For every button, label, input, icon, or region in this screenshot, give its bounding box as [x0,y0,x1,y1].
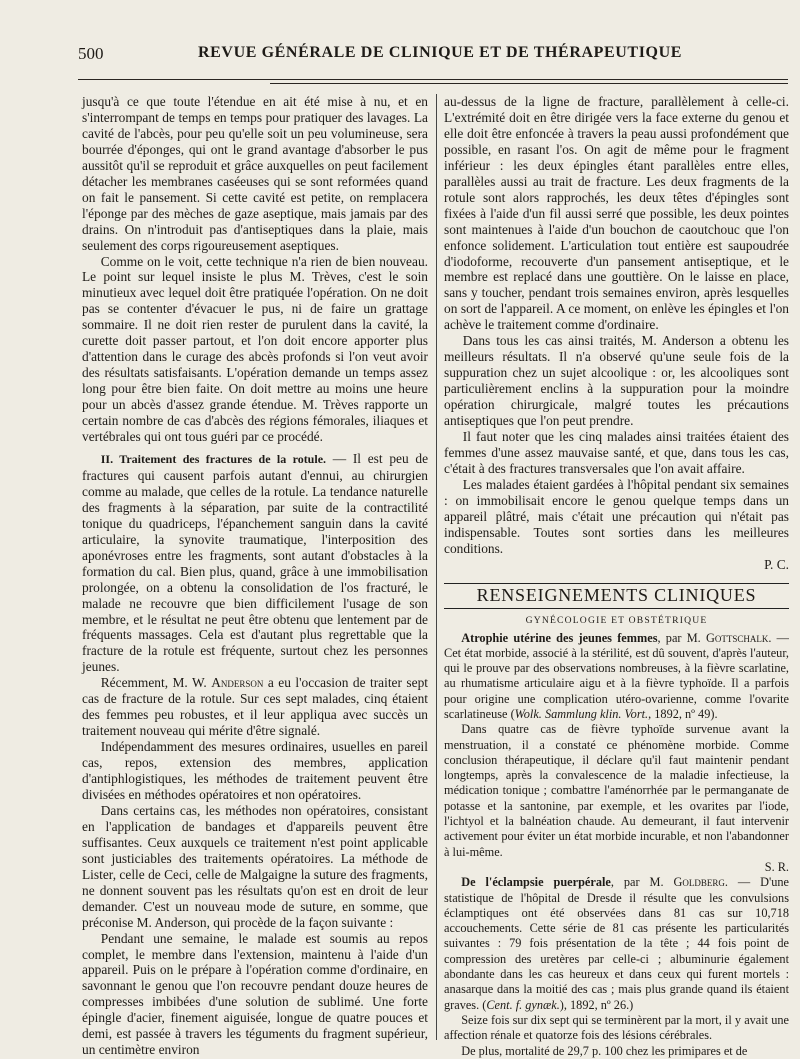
paragraph: Dans quatre cas de fièvre typhoïde survenue avant la menstruation, il a constaté ce phénomène morbide. Comme conclusion thérapeutique, il déclare qu'il faut maintenir pendant longtemps, après la convalescence de la maladie infectieuse, la médication tonique ; combattre l'aménorrhée par le permanganate de potasse et la santonine, par exemple, et les ovarites par l'iode, l'ichtyol et la balnéation chaude. Au demeurant, il faut intervenir activement pour éviter un état morbide incurable, et non l'abandonner à lui-même. [444,722,789,859]
article [444,631,789,723]
paragraph: De plus, mortalité de 29,7 p. 100 chez les primipares et de [461,1043,748,1058]
running-title: REVUE GÉNÉRALE DE CLINIQUE ET DE THÉRAPEUTIQUE [198,44,682,61]
paragraph [82,451,428,675]
paragraph: au-dessus de la ligne de fracture, parallèlement à celle-ci. L'extrémité doit en être dirigée vers la face externe du genou et elle doit être enfoncée à travers la peau aussi profondément que possible, en rasant l'os. On agit de même pour le fragment inférieur : les deux épingles étant parallèles entre elles, parallèles aussi au trait de fracture. Les deux fragments de la rotule sont alors rapprochés, les deux têtes d'épingles sont fixées à l'aide d'un fil aussi serré que possible, les deux pointes sont maintenues à l'aide d'un bouchon de caoutchouc que l'on enfonce solidement. L'articulation tout entière est saupoudrée d'iodoforme, recouverte d'un pansement antiseptique, et le membre est replacé dans une gouttière. On le laisse en place, sans y toucher, pendant trois semaines environ, après lesquelles on sort de l'appareil. A ce moment, on enlève les épingles et l'on achève le traitement comme d'ordinaire. [444,94,789,333]
article-reference: Cent. f. gynæk. [486,997,560,1012]
article-title: De l'éclampsie puerpérale [461,875,611,890]
paragraph: Dans tous les cas ainsi traités, M. Anderson a obtenu les meilleurs résultats. Il n'a observé qu'une seule fois de la suppuration chez un sujet alcoolique : or, les alcooliques sont particulièrement enclins à la suppuration pour la moindre opération chirurgicale, malgré toutes les précautions antiseptiques que l'on peut prendre. [444,333,789,429]
paragraph: Pendant une semaine, le malade est soumis au repos complet, le membre dans l'extension, maintenu à l'aide d'un appareil. Puis on le prépare à l'opération comme d'ordinaire, en savonnant le genou que l'on recouvre pendant douze heures de compresses imbibées d'une solution de sublimé. Une forte épingle d'acier, finement aiguisée, longue de quatre pouces et demi, est passée à travers les téguments du fragment supérieur, un centimètre environ [82,930,428,1058]
section-subtitle: GYNÉCOLOGIE ET OBSTÉTRIQUE [525,614,708,626]
article-author: Gottschalk [705,630,769,645]
signature: S. R. [764,859,789,874]
article-text: . — D'une statistique de l'hôpital de Dresde il résulte que les convulsions éclamptiques ont été observées dans 81 cas sur 10,718 accouchements. Cette série de 81 cas présente les particularités suivantes : 79 fois présentation de la tête ; 44 fois point de compression des uretères par celle-ci ; albuminurie également abondante dans les cas heureux et dans ceux qui furent mortels : anasarque dans la moitié des cas ; mais plus grande quand ils étaient graves. ( [444,875,789,1012]
paragraph: Indépendamment des mesures ordinaires, usuelles en pareil cas, repos, extension des membres, application d'antiphlogistiques, les méthodes de traitement peuvent être divisées en méthodes opératoires et non opératoires. [82,739,428,802]
article-author: Goldberg [673,875,725,890]
section-heading: II. Traitement des fractures de la rotule. [100,451,327,466]
article [444,875,789,1013]
header-rule-secondary [270,83,788,84]
article-text: ), 1892, nº 26.) [559,997,634,1012]
left-column [82,94,428,1058]
right-column [444,94,789,1059]
paragraph-text: Récemment, M. W. [100,675,212,691]
article-text: . — Cet état morbide, associé à la stérilité, est dû souvent, d'après l'auteur, qui le prouve par des observations nombreuses, à la fièvre scarlatine, au rhumatisme articulaire aigu et à la fièvre typhoïde. Il a parfois pour origine une complication utéro-ovarienne, comme l'ovarite scarlatineuse ( [444,630,789,721]
column-divider [436,94,437,1040]
paragraph: Seize fois sur dix sept qui se terminèrent par la mort, il y avait une affection rénale et quatorze fois des lésions cérébrales. [444,1012,789,1043]
paragraph: jusqu'à ce que toute l'étendue en ait été mise à nu, et en s'interrompant de temps en temps pour pratiquer des lavages. La cavité de l'abcès, pour peu qu'elle soit un peu volumineuse, sera bourrée d'éponges, qui ont le grand avantage d'absorber le pus aussitôt qu'il se reproduit et grâce auxquelles on peut facilement détacher les membranes caséeuses qui se sont reformées quand on fait le pansement. Si cette cavité est petite, on remplacera l'éponge par des mèches de gaze aseptique, mais jamais par des drains. On n'introduit pas d'antiseptiques dans la plaie, mais seulement des corps rigoureusement aseptiques. [82,94,428,253]
paragraph: Il faut noter que les cinq malades ainsi traitées étaient des femmes d'une assez mauvaise santé, et que, dans tous les cas, c'était à des fractures transversales que l'on avait affaire. [444,429,789,476]
paragraph: Dans certains cas, les méthodes non opératoires, consistant en l'application de bandages et d'appareils peuvent être suffisantes. Ceux auxquels ce traitement n'est point applicable sont justiciables des traitements opératoires. La méthode de Lister, celle de Ceci, celle de Malgaigne la suture des fragments, ne donnent souvent pas les résultats qu'on est en droit de leur demander. C'est un nouveau mode de suture, en somme, que préconise M. Anderson, qui procède de la façon suivante : [82,802,428,930]
paragraph: Comme on le voit, cette technique n'a rien de bien nouveau. Le point sur lequel insiste le plus M. Trèves, c'est le soin minutieux avec lequel doit être pratiquée l'opération. On ne doit pas se contenter d'évacuer le pus, ni de faire un grattage sommaire. Il ne doit rien rester de purulent dans la cavité, la curette doit passer partout, et l'on doit encore apporter plus d'attention dans le curage des abcès profonds si l'on veut avoir des résultats satisfaisants. L'opération demande un temps assez long pour être bien faite. On doit mettre au moins une heure pour un abcès d'assez grande étendue. M. Trèves rapporte un certain nombre de cas d'abcès des régions fémorales, iliaques et vertébrales qui ont tous guéri par ce procédé. [82,253,428,445]
author-name: Anderson [211,675,264,691]
paragraph: Les malades étaient gardées à l'hôpital pendant six semaines : on immobilisait encore le genou quelque temps dans un appareil plâtré, mais c'était une précaution qui n'était pas indispensable. Toutes sont sorties dans les meilleures conditions. [444,476,789,556]
paragraph-text: — Il est peu de fractures qui causent parfois autant d'ennui, au chirurgien comme au malade, que celles de la rotule. La tendance naturelle des fragments à la séparation, par suite de la contractilité tonique du quadriceps, l'épanchement sanguin dans la cavité articulaire, la synovite traumatique, l'interposition des aponévroses entre les fragments, sont autant d'obstacles à la formation du cal. Bien plus, quand, grâce à une immobilisation prolongée, on a obtenu la consolidation de l'os fracturé, le malade ne recouvre que bien difficilement l'usage de son membre, et le résultat ne peut être obtenu que lentement par de fréquents massages. Cela est d'autant plus regrettable que la fracture de la rotule est fréquente, surtout chez les personnes jeunes. [82,450,429,675]
article-text: , par M. [610,875,674,890]
header-rule [78,79,788,80]
paragraph-text: a eu l'occasion de traiter sept cas de fracture de la rotule. Sur ces sept malades, cinq étaient des femmes peu robustes, et il leur appliqua avec succès un traitement nouveau qui mérite d'être signalé. [82,675,428,739]
article-text: , 1892, nº 49). [648,706,718,721]
article-title: Atrophie utérine des jeunes femmes [461,630,658,645]
signature: P. C. [764,556,789,572]
page-number: 500 [78,44,104,63]
paragraph [82,675,428,739]
section-title: RENSEIGNEMENTS CLINIQUES [444,583,789,609]
article-reference: Wolk. Sammlung klin. Vort. [514,706,649,721]
article-text: , par M. [657,630,706,645]
page-header [78,44,778,70]
